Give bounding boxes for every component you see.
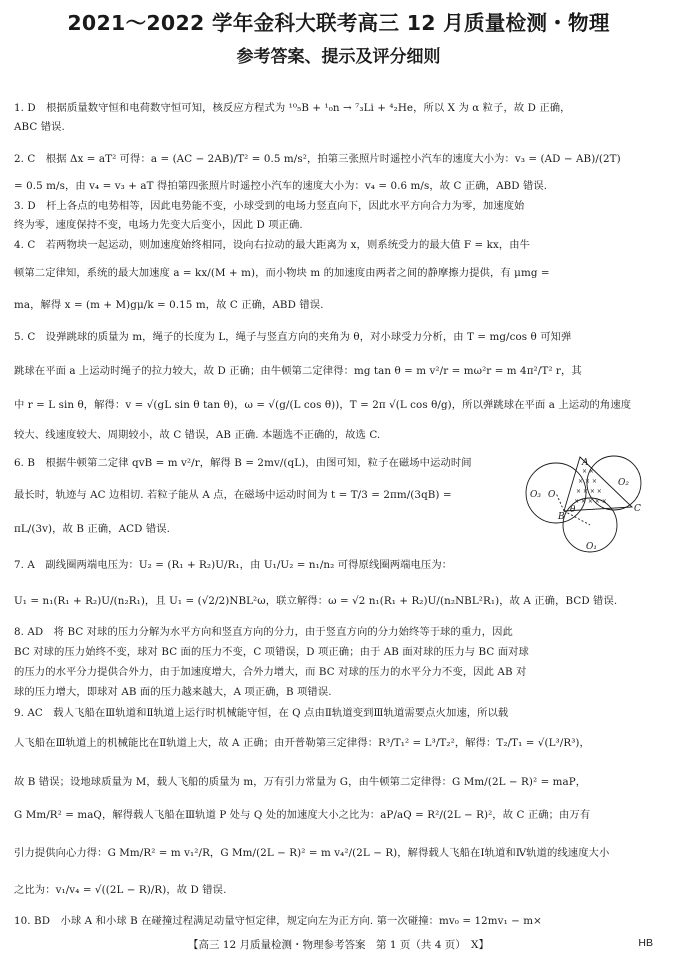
text-line: 10. BD 小球 A 和小球 B 在碰撞过程满足动量守恒定律，规定向左为正方向. 第一次碰撞：mv₀ = 12mv₁ − m× bbox=[14, 915, 542, 927]
text-line: U₁ = n₁(R₁ + R₂)U/(n₂R₁)，且 U₁ = (√2/2)NBL²ω，联立解得：ω = √2 n₁(R₁ + R₂)U/(n₂NBL²R₁)，故 A 正确，BCD 错误. bbox=[14, 595, 618, 607]
label-b: B bbox=[558, 512, 565, 522]
text-line: = 0.5 m/s，由 v₄ = v₃ + aT 得拍第四张照片时遥控小汽车的速度大小为：v₄ = 0.6 m/s，故 C 正确，ABD 错误. bbox=[14, 180, 548, 192]
text-line: 6. B 根据牛顿第二定律 qvB = m v²/r，解得 B = 2mv/(qL)，由图可知，粒子在磁场中运动时间 bbox=[14, 457, 472, 469]
text-line: 最长时，轨迹与 AC 边相切. 若粒子能从 A 点，在磁场中运动时间为 t = T/3 = 2πm/(3qB) = bbox=[14, 489, 452, 501]
text-line: 2. C 根据 Δx = aT² 可得：a = (AC − 2AB)/T² = 0.5 m/s²，拍第三张照片时遥控小汽车的速度大小为：v₃ = (AD − AB)/(2T) bbox=[14, 153, 621, 165]
text-line: 5. C 设弹跳球的质量为 m，绳子的长度为 L，绳子与竖直方向的夹角为 θ，对小球受力分析，由 T = mg/cos θ 可知弹 bbox=[14, 331, 572, 343]
text-line: 9. AC 载人飞船在Ⅲ轨道和Ⅱ轨道上运行时机械能守恒，在 Q 点由Ⅱ轨道变到Ⅲ轨道需要点火加速，所以载 bbox=[14, 707, 509, 719]
label-o1: O₁ bbox=[586, 542, 597, 552]
text-line: 中 r = L sin θ，解得：v = √(gL sin θ tan θ)，ω = √(g/(L cos θ))，T = 2π √(L cos θ/g)，所以弹跳球在平面 a 上运动的角速度 bbox=[14, 399, 632, 411]
label-c: C bbox=[634, 504, 641, 514]
text-line: ABC 错误. bbox=[14, 121, 65, 133]
text-line: 8. AD 将 BC 对球的压力分解为水平方向和竖直方向的分力，由于竖直方向的分力始终等于球的重力，因此 bbox=[14, 626, 513, 638]
text-line: 跳球在平面 a 上运动时绳子的拉力较大，故 D 正确；由牛顿第二定律得：mg tan θ = m v²/r = mω²r = m 4π²/T² r，其 bbox=[14, 365, 582, 377]
label-theta: θ bbox=[570, 505, 576, 515]
page-subtitle: 参考答案、提示及评分细则 bbox=[236, 47, 441, 67]
text-line: 7. A 副线圈两端电压为：U₂ = (R₁ + R₂)U/R₁，由 U₁/U₂ = n₁/n₂ 可得原线圈两端电压为： bbox=[14, 559, 453, 571]
paper-code: HB bbox=[638, 937, 653, 949]
svg-text:× ×: × × bbox=[582, 468, 594, 475]
svg-text:× × × ×: × × × × bbox=[576, 488, 602, 495]
svg-text:× × ×: × × × bbox=[578, 478, 597, 485]
text-line: 较大、线速度较大、周期较小，故 C 错误，AB 正确. 本题选不正确的，故选 C. bbox=[14, 429, 381, 441]
text-line: 故 B 错误；设地球质量为 M，载人飞船的质量为 m，万有引力常量为 G，由牛顿第二定律得：G Mm/(2L − R)² = maP， bbox=[14, 776, 587, 788]
label-o2: O₂ bbox=[618, 478, 629, 488]
svg-text:× × × × ×: × × × × × bbox=[574, 498, 607, 505]
text-line: 顿第二定律知，系统的最大加速度 a = kx/(M + m)，而小物块 m 的加速度由两者之间的静摩擦力提供，有 μmg = bbox=[14, 267, 550, 279]
label-o: O bbox=[548, 490, 556, 500]
text-line: 球的压力增大，即球对 AB 面的压力越来越大，A 项正确，B 项错误. bbox=[14, 686, 332, 698]
label-o3: O₃ bbox=[530, 490, 541, 500]
text-line: 人飞船在Ⅲ轨道上的机械能比在Ⅱ轨道上大，故 A 正确；由开普勒第三定律得：R³/T₁² = L³/T₂²，解得：T₂/T₁ = √(L³/R³)， bbox=[14, 737, 590, 749]
page-footer: 【高三 12 月质量检测・物理参考答案 第 1 页（共 4 页） X】 bbox=[188, 939, 489, 951]
text-line: 引力提供向心力得：G Mm/R² = m v₁²/R，G Mm/(2L − R)² = m v₄²/(2L − R)，解得载人飞船在Ⅰ轨道和Ⅳ轨道的线速度大小 bbox=[14, 847, 610, 859]
text-line: 的压力的水平分力提供合外力，由于加速度增大，合外力增大，而 BC 对球的压力的水平分力不变，因此 AB 对 bbox=[14, 666, 527, 678]
text-line: G Mm/R² = maQ，解得载人飞船在Ⅲ轨道 P 处与 Q 处的加速度大小之比为：aP/aQ = R²/(2L − R)²，故 C 正确；由万有 bbox=[14, 809, 591, 821]
text-line: ma，解得 x = (m + M)gμ/k = 0.15 m，故 C 正确，ABD 错误. bbox=[14, 299, 324, 311]
text-line: πL/(3v)，故 B 正确，ACD 错误. bbox=[14, 523, 170, 535]
text-line: 终为零，速度保持不变，电场力先变大后变小，因此 D 项正确. bbox=[14, 219, 303, 231]
text-line: BC 对球的压力始终不变，球对 BC 面的压力不变，C 项错误，D 项正确；由于 AB 面对球的压力与 BC 面对球 bbox=[14, 646, 529, 658]
page-title: 2021～2022 学年金科大联考高三 12 月质量检测・物理 bbox=[67, 11, 610, 35]
label-a: A bbox=[582, 458, 589, 468]
text-line: 1. D 根据质量数守恒和电荷数守恒可知，核反应方程式为 ¹⁰₅B + ¹₀n → ⁷₃Li + ⁴₂He，所以 X 为 α 粒子，故 D 正确， bbox=[14, 102, 571, 114]
text-line: 之比为：v₁/v₄ = √((2L − R)/R)，故 D 错误. bbox=[14, 884, 227, 896]
magnetic-field-diagram bbox=[522, 455, 668, 555]
text-line: 4. C 若两物块一起运动，则加速度始终相同，设向右拉动的最大距离为 x，则系统受力的最大值 F = kx，由牛 bbox=[14, 239, 531, 251]
text-line: 3. D 杆上各点的电势相等，因此电势能不变，小球受到的电场力竖直向下，因此水平方向合力为零，加速度始 bbox=[14, 200, 525, 212]
